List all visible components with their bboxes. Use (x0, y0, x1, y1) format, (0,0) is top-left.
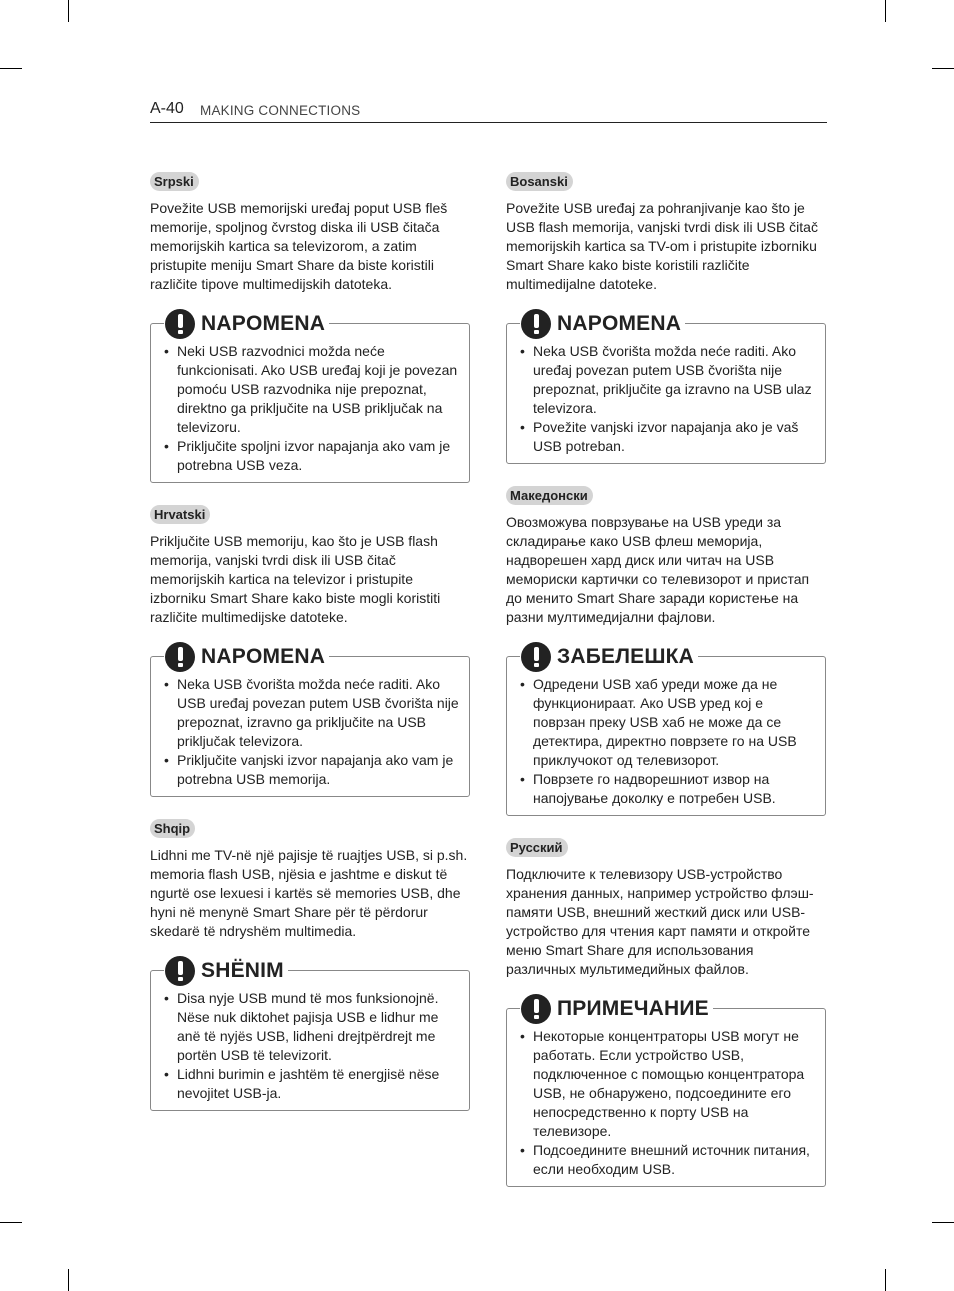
note-item: • Lidhni burimin e jashtëm të energjisë nëse nevojitet USB-ja. (163, 1065, 459, 1103)
note-box (150, 645, 470, 797)
crop-mark (68, 0, 69, 22)
note-item: • Priključite spoljni izvor napajanja ako vam je potrebna USB veza. (163, 437, 459, 475)
note-title: NAPOMENA (201, 645, 326, 668)
note-box (506, 312, 826, 464)
note-item: • Подсоедините внешний источник питания, если необходим USB. (519, 1141, 815, 1179)
note-title: ЗАБЕЛЕШКА (557, 645, 695, 668)
exclamation-icon (165, 642, 195, 672)
note-item: • Neki USB razvodnici možda neće funkcionisati. Ako USB uređaj koji je povezan pomoću USB razvodnika nije prepoznat, direktno ga priključite na USB priključak na televizoru. (163, 342, 459, 437)
note-item: • Povežite vanjski izvor napajanja ako je vaš USB potreban. (519, 418, 815, 456)
note-list (519, 342, 815, 456)
crop-mark (0, 68, 22, 69)
page-number: A-40 (150, 100, 184, 117)
intro-text: Povežite USB uređaj za pohranjivanje kao što je USB flash memorija, vanjski tvrdi disk ili USB čitač memorijskih kartica sa TV-om i pristupite izborniku Smart Share kako biste koristili različite multimedijalne datoteke. (506, 200, 818, 292)
language-section-makedonski (506, 486, 826, 816)
crop-mark (0, 1222, 22, 1223)
note-box (506, 645, 826, 816)
intro-text: Lidhni me TV-në një pajisje të ruajtjes USB, si p.sh. memoria flash USB, njësia e jashtme e diskut të ngurtë ose lexuesi i kartës së memories USB, dhe hyni në menynë Smart Share për të përdorur skedarë të ndryshëm multimedia. (150, 847, 468, 939)
language-tag: Bosanski (506, 172, 573, 191)
intro-text: Priključite USB memoriju, kao što je USB flash memorija, vanjski tvrdi disk ili USB čitač memorijskih kartica na televizor i pristupite izborniku Smart Share kako biste mogli koristiti različite multimedijske datoteke. (150, 533, 441, 625)
language-tag: Srpski (150, 172, 199, 191)
note-item: • Поврзете го надворешниот извор на напојување доколку е потребен USB. (519, 770, 815, 808)
language-section-srpski (150, 172, 470, 483)
language-tag: Македонски (506, 486, 593, 505)
note-list (519, 675, 815, 808)
crop-mark (932, 68, 954, 69)
exclamation-icon (521, 642, 551, 672)
note-box (150, 312, 470, 483)
note-item: • Neka USB čvorišta možda neće raditi. Ako uređaj povezan putem USB čvorišta nije prepoznat, priključite ga izravno na USB ulaz televizora. (519, 342, 815, 418)
language-section-shqip (150, 819, 470, 1111)
language-tag: Hrvatski (150, 505, 210, 524)
note-list (163, 675, 459, 789)
note-header (520, 994, 713, 1024)
section-title: MAKING CONNECTIONS (200, 103, 361, 118)
note-header (164, 309, 329, 339)
language-section-bosanski (506, 172, 826, 464)
note-header (164, 956, 288, 986)
note-list (163, 989, 459, 1103)
language-section-russkiy (506, 838, 826, 1187)
note-header (520, 309, 685, 339)
language-tag: Русский (506, 838, 568, 857)
crop-mark (885, 1269, 886, 1291)
page-header (150, 100, 827, 123)
language-tag: Shqip (150, 819, 195, 838)
note-item: • Priključite vanjski izvor napajanja ako vam je potrebna USB memorija. (163, 751, 459, 789)
exclamation-icon (521, 994, 551, 1024)
crop-mark (68, 1269, 69, 1291)
note-item: • Disa nyje USB mund të mos funksionojnë. Nëse nuk diktohet pajisja USB e lidhur me anë të nyjës USB, lidheni drejtpërdrejt me portën USB të televizorit. (163, 989, 459, 1065)
left-column (150, 172, 470, 1111)
exclamation-icon (521, 309, 551, 339)
intro-text: Овозможува поврзување на USB уреди за складирање како USB флеш меморија, надворешен хард диск или читач на USB мемориски картички со телевизорот и пристап до менито Smart Share заради користење на разни мултимедијални фајлови. (506, 514, 810, 625)
intro-text: Подключите к телевизору USB-устройство хранения данных, например устройство флэш-памяти USB, внешний жесткий диск или USB-устройство для чтения карт памяти и откройте меню Smart Share для использования различных мультимедийных файлов. (506, 866, 814, 977)
note-box (506, 997, 826, 1187)
language-section-hrvatski (150, 505, 470, 797)
note-item: • Некоторые концентраторы USB могут не работать. Если устройство USB, подключенное с помощью концентратора USB, не обнаружено, подсоедините его непосредственно к порту USB на телевизоре. (519, 1027, 815, 1141)
note-title: ПРИМЕЧАНИЕ (557, 997, 709, 1020)
note-title: NAPOMENA (557, 312, 682, 335)
note-header (520, 642, 698, 672)
exclamation-icon (165, 956, 195, 986)
note-list (519, 1027, 815, 1179)
right-column (506, 172, 826, 1187)
note-title: SHËNIM (201, 959, 284, 982)
crop-mark (932, 1222, 954, 1223)
crop-mark (885, 0, 886, 22)
intro-text: Povežite USB memorijski uređaj poput USB fleš memorije, spoljnog čvrstog diska ili USB čitača memorijskih kartica sa televizorom, a zatim pristupite meniju Smart Share da biste koristili različite tipove multimedijskih datoteka. (150, 200, 448, 292)
note-title: NAPOMENA (201, 312, 326, 335)
exclamation-icon (165, 309, 195, 339)
note-item: • Neka USB čvorišta možda neće raditi. Ako USB uređaj povezan putem USB čvorišta nije prepoznat, izravno ga priključite na USB priključak televizora. (163, 675, 459, 751)
note-header (164, 642, 329, 672)
note-item: • Одредени USB хаб уреди може да не функционираат. Ако USB уред кој е поврзан преку USB хаб не може да се детектира, директно поврзете го на USB приклучокот од телевизорот. (519, 675, 815, 770)
note-list (163, 342, 459, 475)
note-box (150, 959, 470, 1111)
